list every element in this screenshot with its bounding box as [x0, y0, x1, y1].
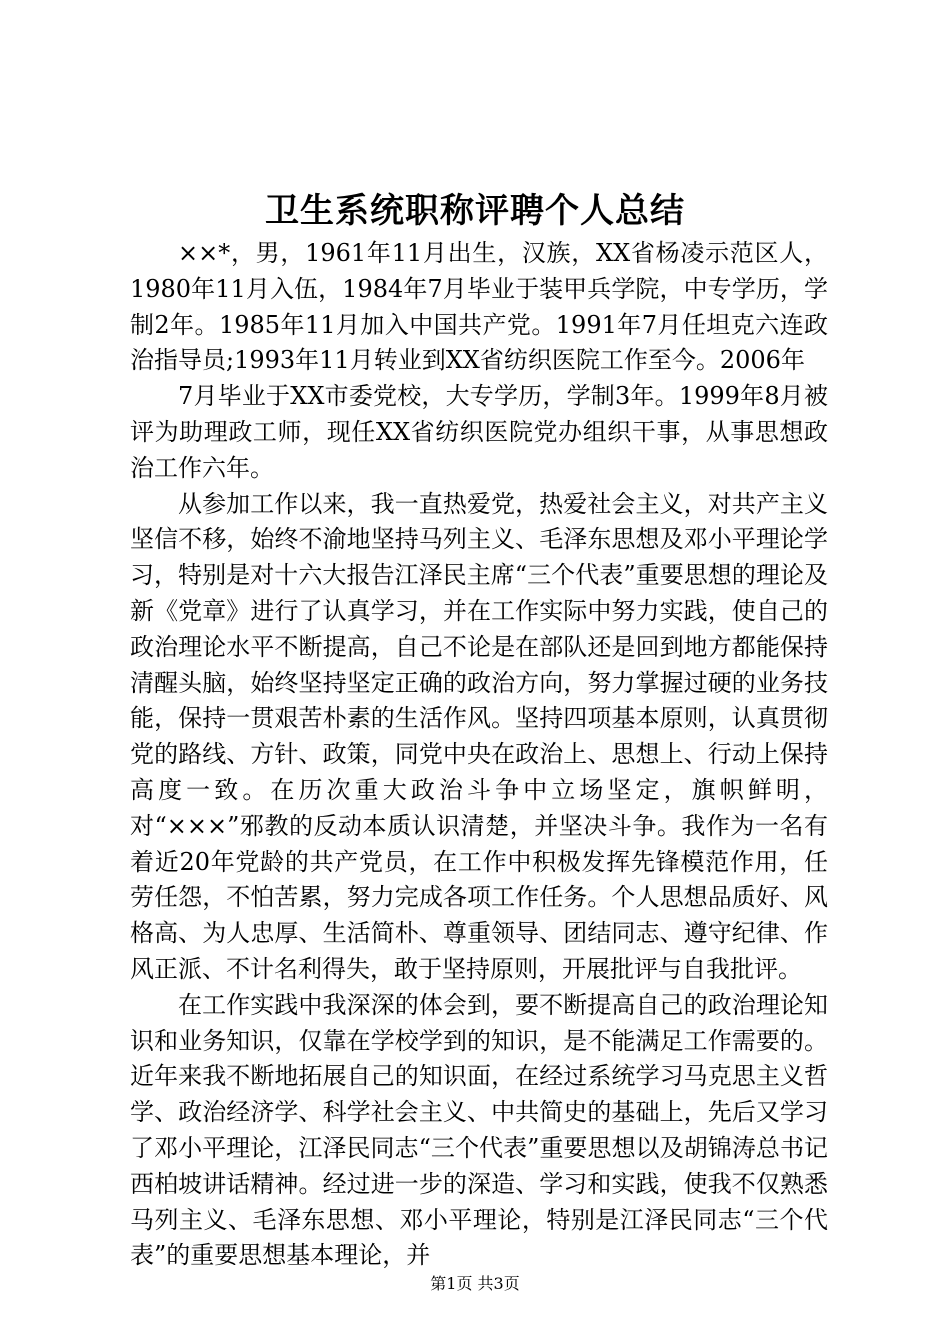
document-body — [130, 236, 828, 1274]
paragraph-political-stance: 从参加工作以来，我一直热爱党，热爱社会主义，对共产主义坚信不移，始终不渝地坚持马列主义、毛泽东思想及邓小平理论学习，特别是对十六大报告江泽民主席“三个代表”重要思想的理论及新《党章》进行了认真学习，并在工作实际中努力实践，使自己的政治理论水平不断提高，自己不论是在部队还是回到地方都能保持清醒头脑，始终坚持坚定正确的政治方向，努力掌握过硬的业务技能，保持一贯艰苦朴素的生活作风。坚持四项基本原则，认真贯彻党的路线、方针、政策，同党中央在政治上、思想上、行动上保持高度一致。在历次重大政治斗争中立场坚定，旗帜鲜明，对“×××”邪教的反动本质认识清楚，并坚决斗争。我作为一名有着近20年党龄的共产党员，在工作中积极发挥先锋模范作用，任劳任怨，不怕苦累，努力完成各项工作任务。个人思想品质好、风格高、为人忠厚、生活简朴、尊重领导、团结同志、遵守纪律、作风正派、不计名利得失，敢于坚持原则，开展批评与自我批评。 — [130, 489, 828, 983]
paragraph-education: 7月毕业于XX市委党校，大专学历，学制3年。1999年8月被评为助理政工师，现任XX省纺织医院党办组织干事，从事思想政治工作六年。 — [130, 382, 828, 482]
paragraph-personal-info: ××*，男，1961年11月出生，汉族，XX省杨凌示范区人，1980年11月入伍，1984年7月毕业于装甲兵学院，中专学历，学制2年。1985年11月加入中国共产党。1991年7月任坦克六连政治指导员;1993年11月转业到XX省纺织医院工作至今。2006年 — [130, 239, 828, 375]
paragraph-study-practice: 在工作实践中我深深的体会到，要不断提高自己的政治理论知识和业务知识，仅靠在学校学到的知识，是不能满足工作需要的。近年来我不断地拓展自己的知识面，在经过系统学习马克思主义哲学、政治经济学、科学社会主义、中共简史的基础上，先后又学习了邓小平理论，江泽民同志“三个代表”重要思想以及胡锦涛总书记西柏坡讲话精神。经过进一步的深造、学习和实践，使我不仅熟悉马列主义、毛泽东思想、邓小平理论，特别是江泽民同志“三个代表”的重要思想基本理论，并 — [130, 990, 828, 1270]
page-number-footer: 第1页 共3页 — [430, 1274, 520, 1293]
document-title: 卫生系统职称评聘个人总结 — [265, 191, 685, 231]
